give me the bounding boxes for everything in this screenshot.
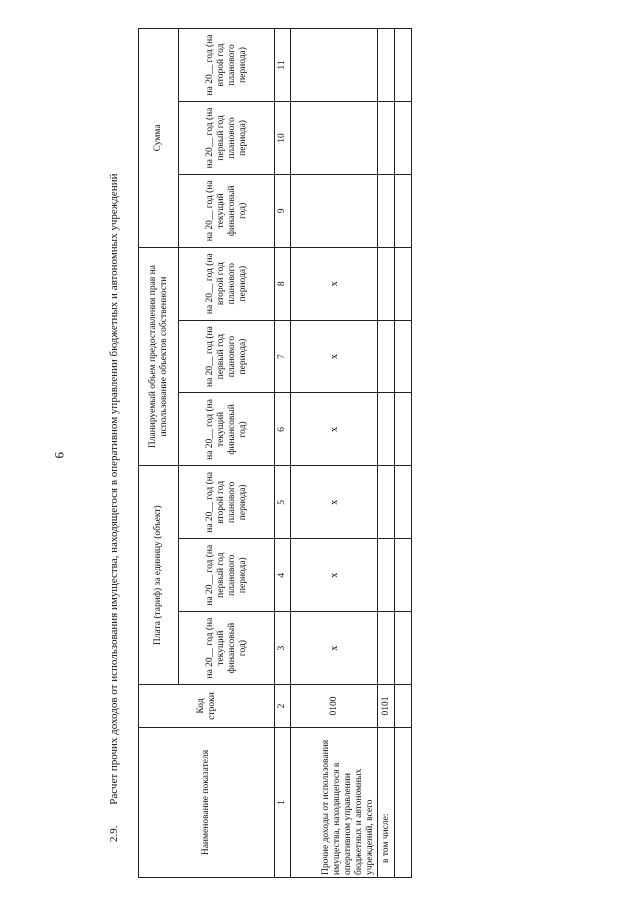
table-cell [378, 320, 395, 393]
table-cell [395, 685, 412, 728]
table-cell [291, 29, 378, 102]
table-cell [395, 29, 412, 102]
table-cell [395, 247, 412, 320]
table-cell: x [291, 466, 378, 539]
header-sum-second: на 20__ год (на второй год планового периода) [179, 29, 275, 102]
section-number: 2.9. [108, 825, 120, 842]
header-indicator-name: Наименование показателя [139, 728, 275, 878]
table-cell [395, 466, 412, 539]
column-number: 10 [275, 102, 291, 175]
column-number-row [275, 29, 291, 878]
income-calculation-table-container [138, 28, 400, 878]
table-cell: x [291, 393, 378, 466]
income-calculation-table [138, 28, 412, 878]
header-group-volume: Планируемый объем предоставления прав на использование объектов собственности [139, 247, 179, 466]
table-cell [378, 466, 395, 539]
header-volume-first: на 20__ год (на первый год планового периода) [179, 320, 275, 393]
header-tariff-second: на 20__ год (на второй год планового периода) [179, 466, 275, 539]
column-number: 5 [275, 466, 291, 539]
table-row [378, 29, 395, 878]
table-cell [378, 393, 395, 466]
table-cell [395, 320, 412, 393]
row-code: 0100 [291, 685, 378, 728]
header-group-sum: Сумма [139, 29, 179, 248]
header-tariff-current: на 20__ год (на текущий финансовый год) [179, 612, 275, 685]
header-sum-current: на 20__ год (на текущий финансовый год) [179, 174, 275, 247]
row-code: 0101 [378, 685, 395, 728]
table-cell [395, 102, 412, 175]
column-number: 1 [275, 728, 291, 878]
column-number: 6 [275, 393, 291, 466]
table-cell: x [291, 612, 378, 685]
header-volume-second: на 20__ год (на второй год планового периода) [179, 247, 275, 320]
header-volume-current: на 20__ год (на текущий финансовый год) [179, 393, 275, 466]
table-cell [378, 247, 395, 320]
header-group-tariff: Плата (тариф) за единицу (объект) [139, 466, 179, 685]
table-cell [395, 174, 412, 247]
section-title-text: Расчет прочих доходов от использования имущества, находящегося в оперативном управлении бюджетных и автономных учреждений [108, 173, 120, 805]
table-cell: x [291, 539, 378, 612]
table-cell [395, 612, 412, 685]
table-cell: x [291, 320, 378, 393]
table-row [291, 29, 378, 878]
table-cell [378, 612, 395, 685]
column-number: 8 [275, 247, 291, 320]
table-cell [378, 174, 395, 247]
column-number: 7 [275, 320, 291, 393]
header-tariff-first: на 20__ год (на первый год планового периода) [179, 539, 275, 612]
column-number: 4 [275, 539, 291, 612]
table-cell [291, 102, 378, 175]
column-number: 9 [275, 174, 291, 247]
row-indicator-name: Прочие доходы от использования имущества, находящегося в оперативном управлении бюджетных и автономных учреждений, всего [291, 728, 378, 878]
row-indicator-name: в том числе: [378, 728, 395, 878]
column-number: 3 [275, 612, 291, 685]
table-cell: x [291, 247, 378, 320]
header-row-code: Код строки [139, 685, 275, 728]
table-row-empty [395, 29, 412, 878]
header-sum-first: на 20__ год (на первый год планового периода) [179, 102, 275, 175]
table-cell [395, 728, 412, 878]
table-cell [378, 102, 395, 175]
table-cell [395, 393, 412, 466]
column-number: 2 [275, 685, 291, 728]
section-heading [108, 82, 121, 842]
column-number: 11 [275, 29, 291, 102]
table-cell [378, 29, 395, 102]
table-cell [378, 539, 395, 612]
table-cell [395, 539, 412, 612]
table-cell [291, 174, 378, 247]
page-number: 9 [52, 452, 67, 459]
